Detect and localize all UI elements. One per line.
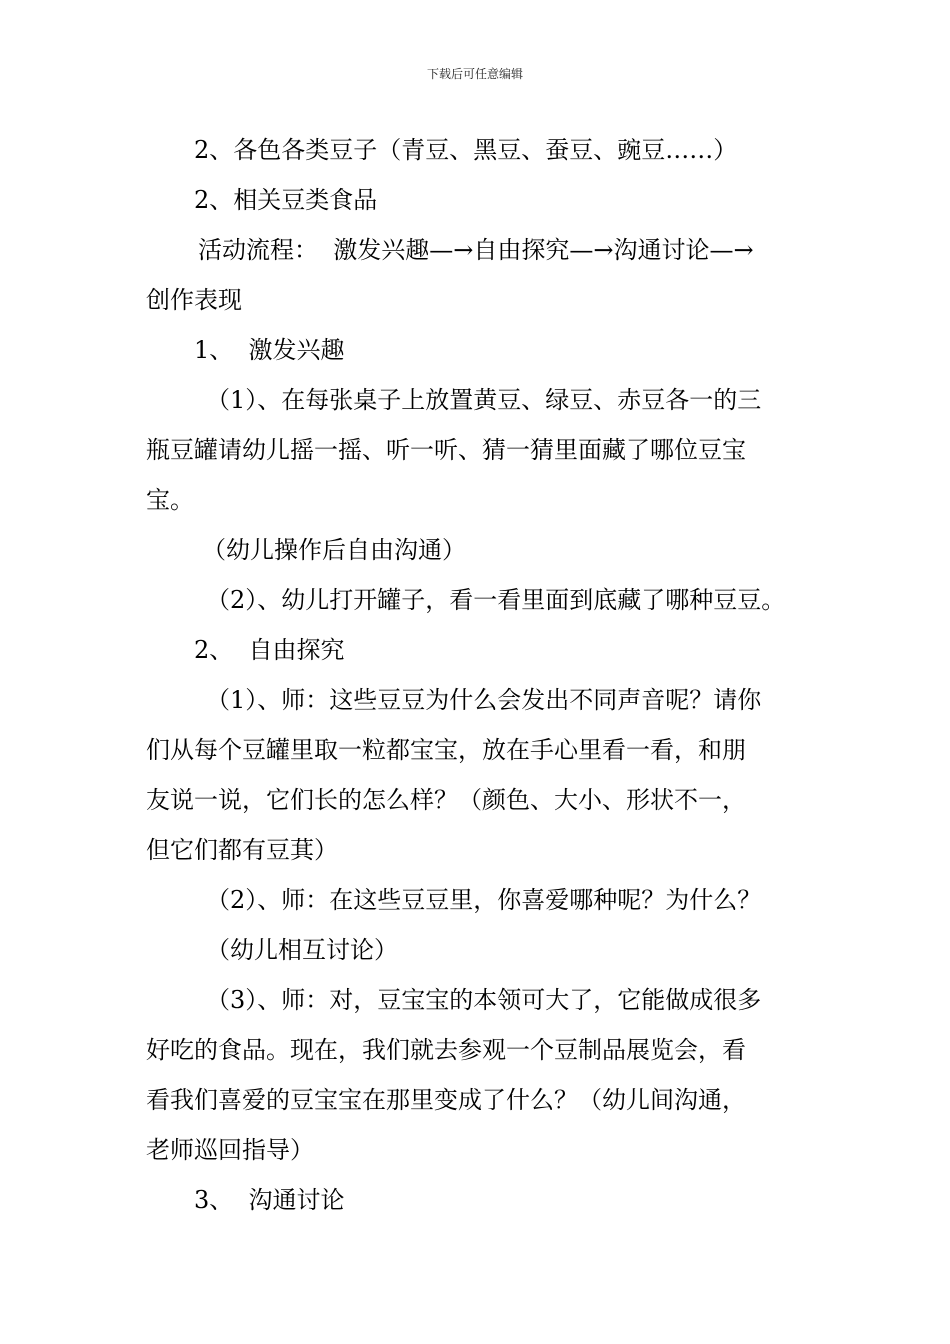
text-line: 创作表现: [146, 286, 242, 314]
text-line: 2、各色各类豆子（青豆、黑豆、蚕豆、豌豆……）: [194, 136, 738, 164]
text-line: 但它们都有豆萁）: [146, 836, 338, 864]
text-line: （2）、师：在这些豆豆里，你喜爱哪种呢？为什么？: [206, 886, 762, 914]
text-line: 们从每个豆罐里取一粒都宝宝，放在手心里看一看，和朋: [146, 736, 746, 764]
text-line: （幼儿操作后自由沟通）: [202, 536, 466, 564]
page-header: 下载后可任意编辑: [426, 67, 523, 81]
text-line: （幼儿相互讨论）: [206, 936, 398, 964]
text-line: （1）、师：这些豆豆为什么会发出不同声音呢？请你: [206, 686, 762, 714]
text-line: 活动流程： 激发兴趣—→自由探究—→沟通讨论—→: [198, 236, 754, 264]
text-line: （3）、师：对，豆宝宝的本领可大了，它能做成很多: [206, 986, 762, 1014]
document-body: [146, 125, 814, 1225]
text-line: （1）、在每张桌子上放置黄豆、绿豆、赤豆各一的三: [206, 386, 762, 414]
text-line: 瓶豆罐请幼儿摇一摇、听一听、猜一猜里面藏了哪位豆宝: [146, 436, 746, 464]
text-line: （2）、幼儿打开罐子，看一看里面到底藏了哪种豆豆。: [206, 586, 786, 614]
text-line: 看我们喜爱的豆宝宝在那里变成了什么？（幼儿间沟通，: [146, 1086, 746, 1114]
text-line: 老师巡回指导）: [146, 1136, 314, 1164]
section-heading: 2、 自由探究: [194, 636, 345, 664]
text-line: 友说一说，它们长的怎么样？（颜色、大小、形状不一，: [146, 786, 746, 814]
text-line: 宝。: [146, 486, 194, 514]
section-heading: 1、 激发兴趣: [194, 336, 345, 364]
section-heading: 3、 沟通讨论: [194, 1186, 345, 1214]
text-line: 好吃的食品。现在，我们就去参观一个豆制品展览会，看: [146, 1036, 746, 1064]
text-line: 2、相关豆类食品: [194, 186, 378, 214]
